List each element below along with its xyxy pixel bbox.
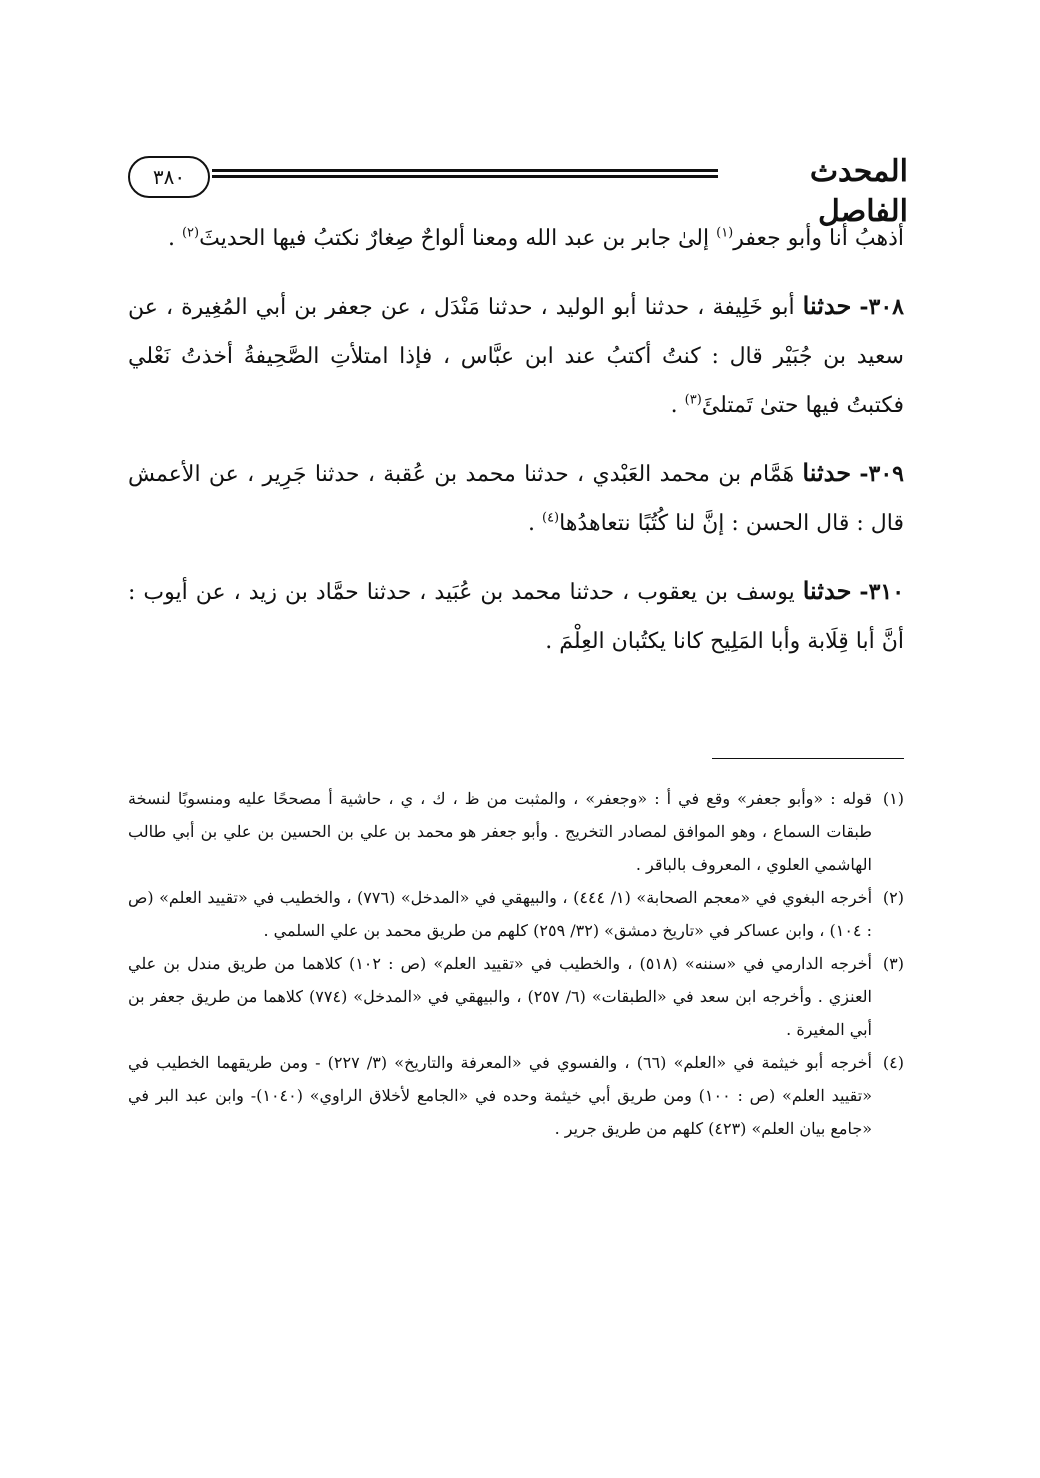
footnote-marker: (٢)	[882, 888, 904, 907]
hadith-number: ٣١٠-	[859, 579, 905, 605]
hadith-309	[128, 448, 904, 548]
footnote-text: أخرجه البغوي في «معجم الصحابة» (١/ ٤٤٤) ، والبيهقي في «المدخل» (٧٧٦) ، والخطيب في «تقييد العلم» (ص : ١٠٤) ، وابن عساكر في «تاريخ دمشق» (٣٢/ ٢٥٩) كلهم من طريق محمد بن علي السلمي .	[128, 888, 873, 940]
page-number: ٣٨٠	[128, 156, 210, 198]
header-double-rule	[212, 169, 718, 178]
book-title: المحدث الفاصل	[809, 154, 908, 229]
haddathana-word: حدثنا	[802, 458, 852, 487]
intro-text-before: أذهبُ أنا وأبو جعفر	[733, 226, 904, 251]
page-header	[128, 152, 908, 229]
footnote-2	[128, 881, 904, 947]
footnote-text: أخرجه أبو خيثمة في «العلم» (٦٦) ، والفسوي في «المعرفة والتاريخ» (٣/ ٢٢٧) - ومن طريقهما الخطيب في «تقييد العلم» (ص : ١٠٠) ومن طريق أبي خيثمة وحده في «الجامع لأخلاق الراوي» (١٠٤٠)- وابن عبد البر في «جامع بيان العلم» (٤٢٣) كلهم من طريق جرير .	[128, 1053, 873, 1138]
footnote-ref-4: (٤)	[541, 510, 560, 526]
hadith-310	[128, 566, 904, 666]
footnote-ref-1: (١)	[716, 225, 734, 241]
footnote-text: قوله : «وأبو جعفر» وقع في أ : «وجعفر» ، والمثبت من ظ ، ك ، ي ، حاشية أ مصححًا عليه ومنسوبًا لنسخة طبقات السماع ، وهو الموافق لمصادر التخريج . وأبو جعفر هو محمد بن علي بن الحسين بن علي بن أبي طالب الهاشمي العلوي ، المعروف بالباقر .	[128, 789, 873, 874]
intro-text-end: .	[167, 226, 182, 251]
footnote-3	[128, 947, 904, 1046]
hadith-end: .	[527, 511, 542, 536]
intro-paragraph	[128, 214, 904, 263]
haddathana-word: حدثنا	[802, 291, 852, 320]
footnote-text: أخرجه الدارمي في «سننه» (٥١٨) ، والخطيب في «تقييد العلم» (ص : ١٠٢) كلاهما من طريق مندل بن علي العنزي . وأخرجه ابن سعد في «الطبقات» (٦/ ٢٥٧) ، والبيهقي في «المدخل» (٧٧٤) كلاهما من طريق جعفر بن أبي المغيرة .	[128, 954, 873, 1039]
hadith-text: أبو خَلِيفة ، حدثنا أبو الوليد ، حدثنا مَنْدَل ، عن جعفر بن أبي المُغِيرة ، عن سعيد بن جُبَيْر قال : كنتُ أكتبُ عند ابن عبَّاس ، فإذا امتلأتِ الصَّحِيفةُ أخذتُ نَعْلي فكتبتُ فيها حتىٰ تَمتلئَ	[128, 295, 904, 418]
main-text	[128, 214, 904, 684]
footnote-marker: (٣)	[882, 954, 904, 973]
footnote-separator	[712, 758, 904, 759]
intro-text-middle: إلىٰ جابر بن عبد الله ومعنا ألواحٌ صِغارٌ نكتبُ فيها الحديثَ	[199, 226, 717, 251]
haddathana-word: حدثنا	[802, 576, 852, 605]
hadith-text: يوسف بن يعقوب ، حدثنا محمد بن عُبَيد ، حدثنا حمَّاد بن زيد ، عن أيوب : أنَّ أبا قِلَابة وأبا المَلِيح كانا يكتُبان العِلْمَ .	[128, 580, 904, 654]
footnote-ref-3: (٣)	[684, 392, 702, 408]
hadith-text: هَمَّام بن محمد العَبْدي ، حدثنا محمد بن عُقبة ، حدثنا جَرِير ، عن الأعمش قال : قال الحسن : إنَّ لنا كُتُبًا نتعاهدُها	[128, 462, 904, 536]
footnote-1	[128, 782, 904, 881]
footnotes	[128, 782, 904, 1145]
footnote-marker: (٤)	[882, 1053, 904, 1072]
hadith-number: ٣٠٨-	[859, 294, 904, 320]
hadith-308	[128, 281, 904, 430]
footnote-4	[128, 1046, 904, 1145]
hadith-number: ٣٠٩-	[859, 461, 904, 487]
footnote-marker: (١)	[882, 789, 904, 808]
footnote-ref-2: (٢)	[181, 225, 200, 241]
hadith-end: .	[670, 393, 685, 418]
